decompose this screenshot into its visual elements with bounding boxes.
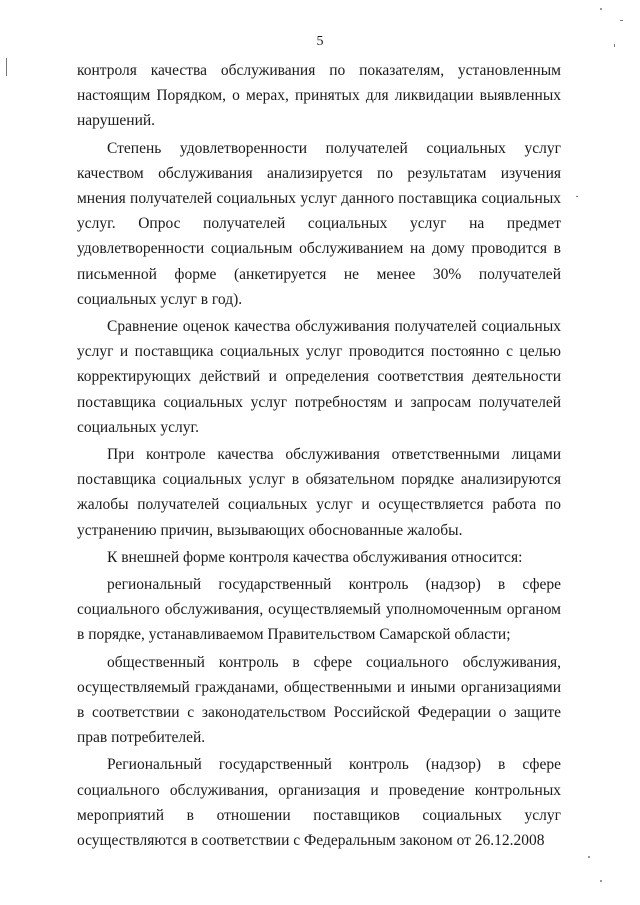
paragraph-2: Степень удовлетворенности получателей социальных услуг качеством обслуживания анализируется по результатам изучения мнения получателей социальных услуг данного поставщика социальных услуг. Опрос получателей социальных услуг на предмет удовлетворенности социальным обслуживанием на дому проводится в письменной форме (анкетируется не менее 30% получателей социальных услуг в год). xyxy=(77,139,561,308)
scan-artifact-mark xyxy=(6,58,7,76)
paragraph-7: общественный контроль в сфере социального обслуживания, осуществляемый гражданами, общественными и иными организациями в соответствии с законодательством Российской Федерации о защите прав потребителей. xyxy=(77,653,561,747)
paragraph-8: Региональный государственный контроль (надзор) в сфере социального обслуживания, организация и проведение контрольных мероприятий в отношении поставщиков социальных услуг осуществляются в соответствии с Федеральным законом от 26.12.2008 xyxy=(77,756,561,850)
paragraph-3: Сравнение оценок качества обслуживания получателей социальных услуг и поставщика социальных услуг проводится постоянно с целью корректирующих действий и определения соответствия деятельности поставщика социальных услуг потребностям и запросам получателей социальных услуг. xyxy=(77,318,561,436)
scan-artifact-dot xyxy=(600,8,602,10)
scan-artifact-dot xyxy=(588,856,590,858)
paragraph-4: При контроле качества обслуживания ответственными лицами поставщика социальных услуг в обязательном порядке анализируются жалобы получателей социальных услуг и осуществляется работа по устранению причин, вызывающих обоснованные жалобы. xyxy=(77,446,561,539)
paragraph-1: контроля качества обслуживания по показателям, установленным настоящим Порядком, о мерах, принятых для ликвидации выявленных нарушений. xyxy=(77,62,561,130)
body-text xyxy=(77,58,561,855)
scan-artifact-dot xyxy=(620,20,623,21)
paragraph-6: региональный государственный контроль (надзор) в сфере социального обслуживания, осуществляемый уполномоченным органом в порядке, устанавливаемом Правительством Самарской области; xyxy=(77,576,561,644)
page-number: 5 xyxy=(316,34,324,49)
scan-artifact-dot xyxy=(600,880,602,882)
scan-artifact-dot xyxy=(614,44,615,47)
scan-artifact-dot xyxy=(576,196,578,197)
paragraph-5: К внешней форме контроля качества обслуживания относится: xyxy=(107,548,523,566)
